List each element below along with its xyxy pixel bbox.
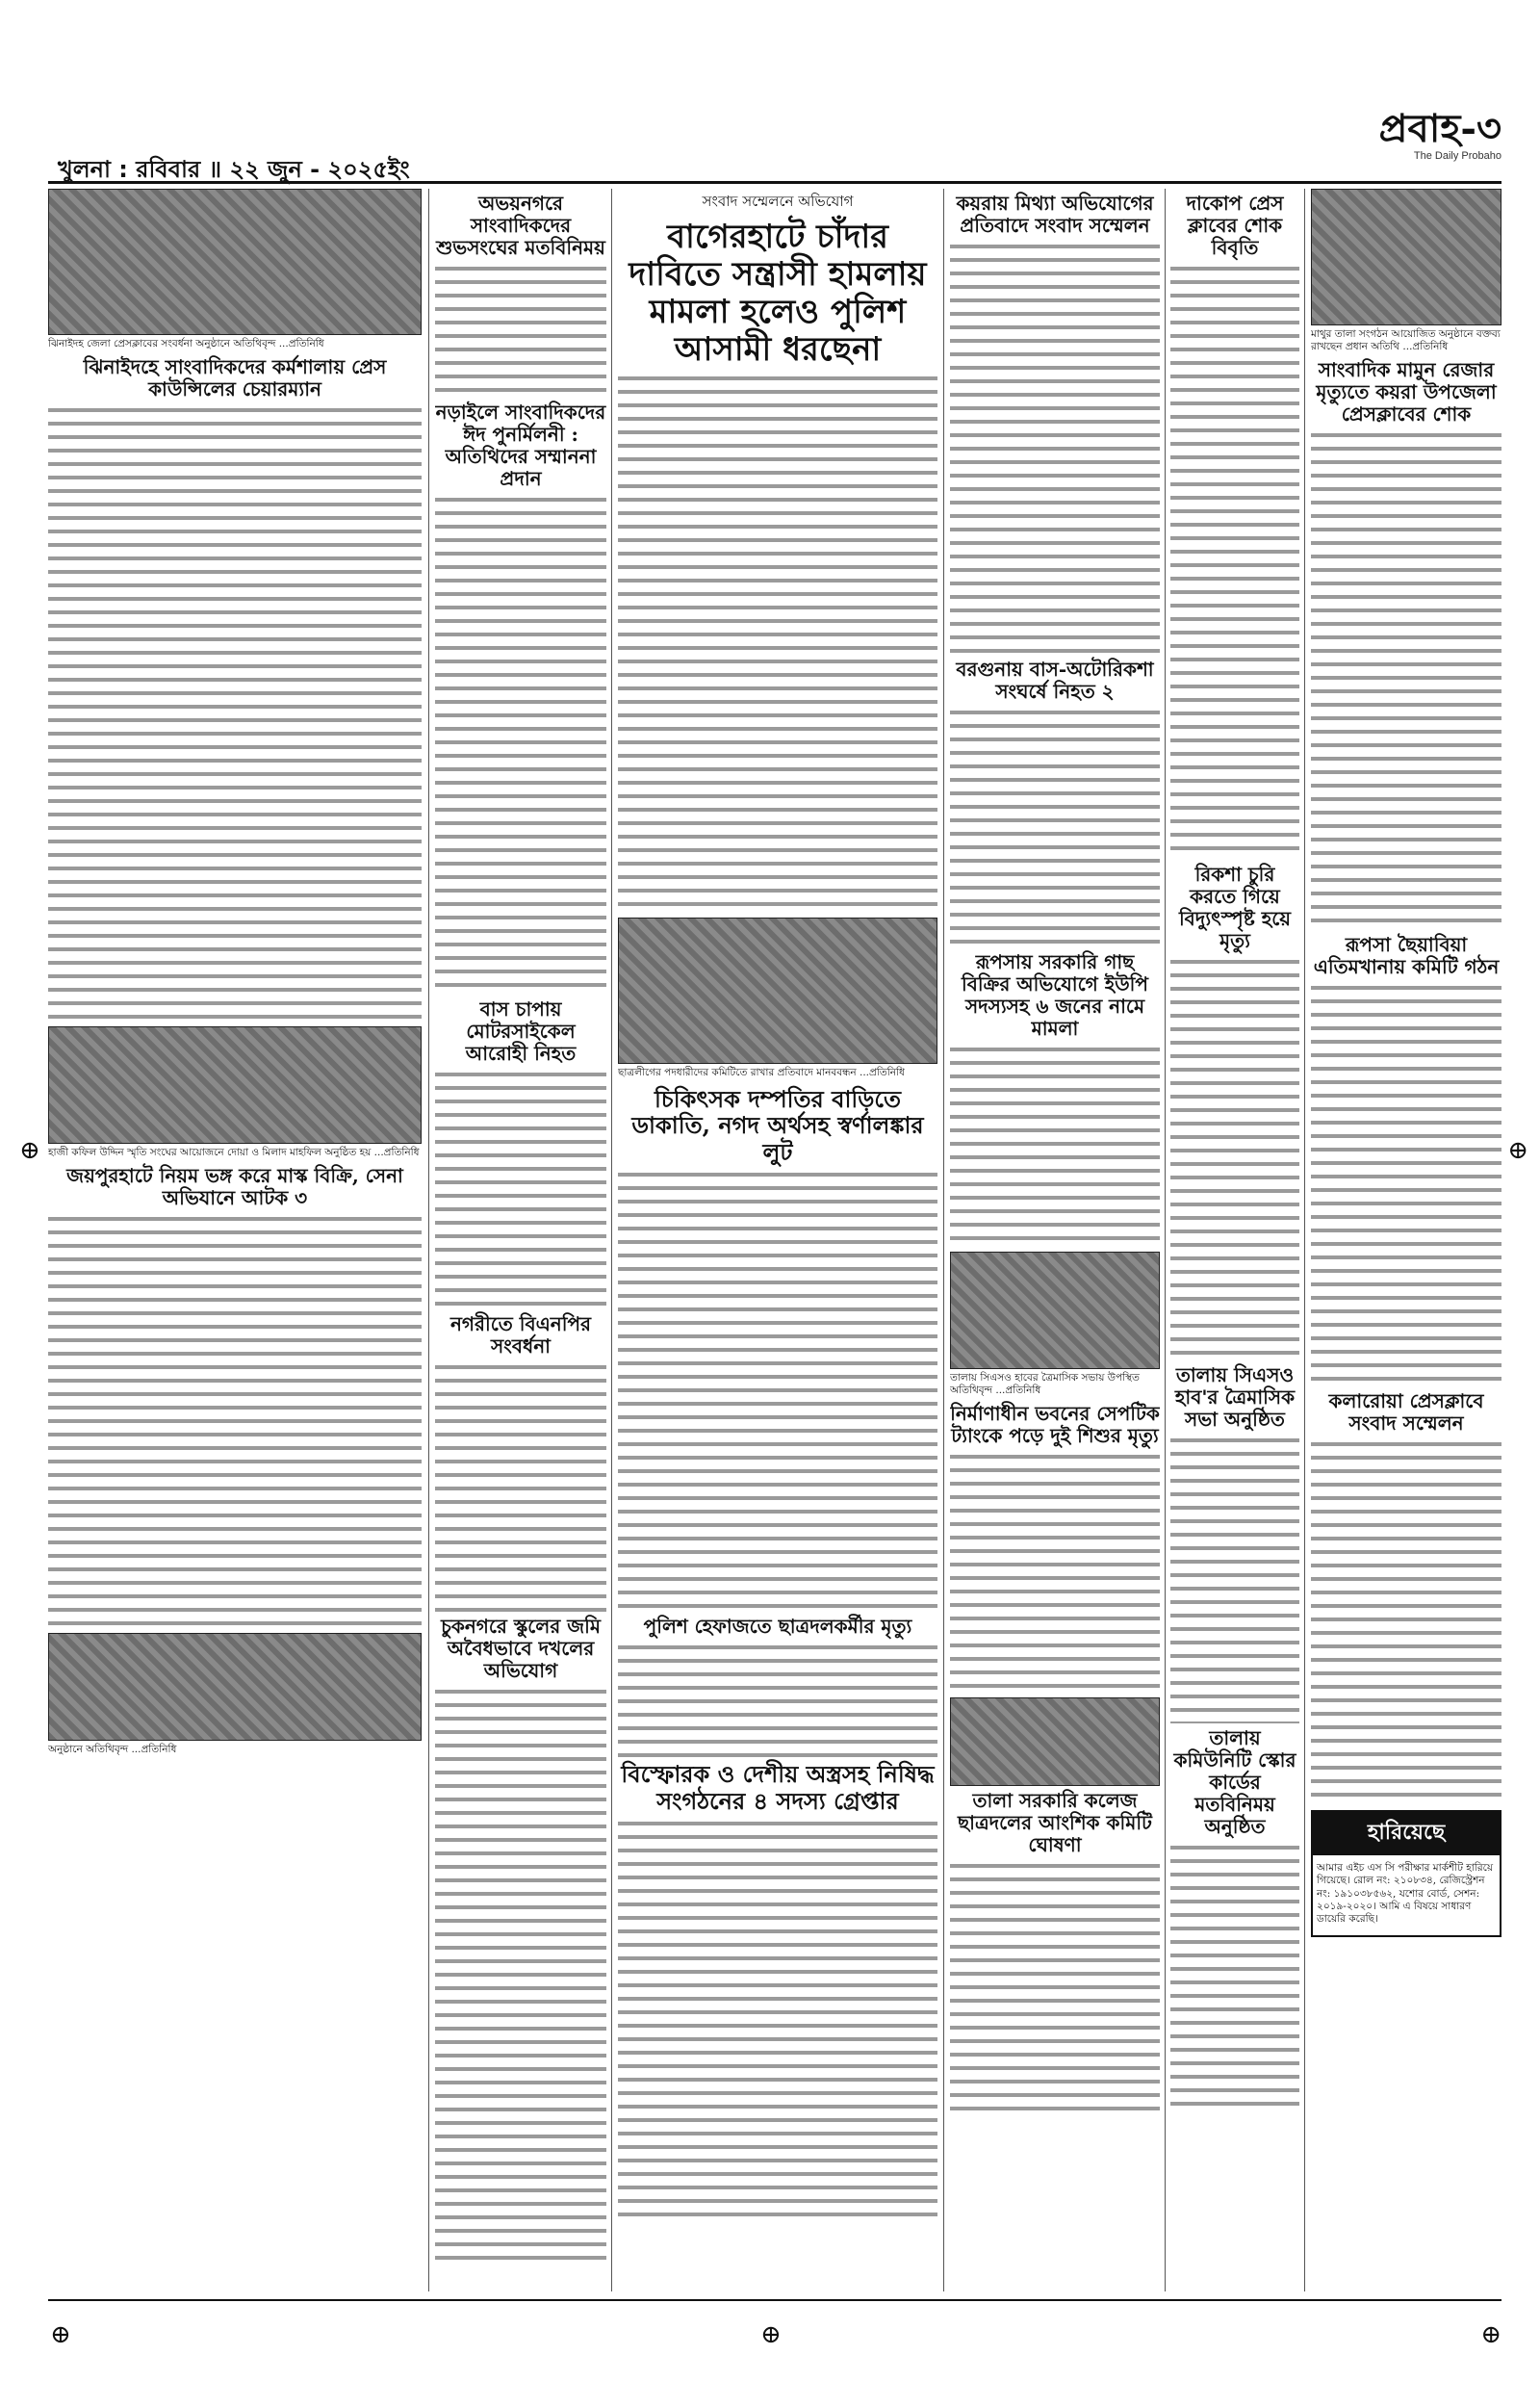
kicker: সংবাদ সম্মেলনে অভিযোগ [702, 193, 854, 210]
lost-notice [1311, 1810, 1502, 1937]
column-rule [611, 189, 612, 2291]
photo-caption: অনুষ্ঠানে অতিথিবৃন্দ ...প্রতিনিধি [48, 1744, 177, 1756]
news-photo [48, 1026, 422, 1144]
article-body [1311, 1438, 1502, 1804]
headline: চুকনগরে স্কুলের জমি অবৈধভাবে দখলের অভিযোগ [441, 1615, 601, 1682]
article-body [950, 1451, 1160, 1692]
lead-headline: বাগেরহাটে চাঁদার দাবিতে সন্ত্রাসী হামলায় মামলা হলেও পুলিশ আসামী ধরছেনা [629, 218, 927, 370]
footer-rule [48, 2299, 1502, 2301]
headline: তালায় কমিউনিটি স্কোর কার্ডের মতবিনিময় অনুষ্ঠিত [1173, 1726, 1296, 1838]
headline: কয়রায় মিথ্যা অভিযোগের প্রতিবাদে সংবাদ সম্মেলন [956, 192, 1154, 237]
column-rule [1165, 189, 1166, 2291]
headline: নির্মাণাধীন ভবনের সেপটিক ট্যাংকে পড়ে দুই শিশুর মৃত্যু [950, 1402, 1160, 1448]
article-body [1170, 1435, 1299, 1723]
photo-caption: ঝিনাইদহ জেলা প্রেসক্লাবের সংবর্ধনা অনুষ্ঠানে অতিথিবৃন্দ ...প্রতিনিধি [48, 338, 324, 349]
article-body [618, 1818, 937, 2222]
article-body [950, 1860, 1160, 2110]
article-body [950, 707, 1160, 947]
photo-caption: তালায় সিএসও হাবের ত্রৈমাসিক সভায় উপস্থিত অতিথিবৃন্দ ...প্রতিনিধি [950, 1372, 1140, 1397]
column-4 [950, 189, 1160, 2291]
news-photo [1311, 189, 1502, 325]
column-1 [48, 189, 422, 2291]
article-body [48, 1213, 422, 1627]
photo-caption: ছাত্রলীগের পদধারীদের কমিটিতে রাখার প্রতিবাদে মানববন্ধন ...প্রতিনিধি [618, 1067, 905, 1079]
article-body [1170, 263, 1299, 860]
headline: রূপসায় সরকারি গাছ বিক্রির অভিযোগে ইউপি সদস্যসহ ৬ জনের নামে মামলা [962, 950, 1148, 1040]
dateline: খুলনা : রবিবার ॥ ২২ জুন - ২০২৫ইং [58, 156, 410, 183]
header-rule [48, 181, 1502, 184]
masthead [1319, 108, 1502, 175]
photo-caption: মাথুর তালা সংগঠন আয়োজিত অনুষ্ঠানে বক্তব্য রাখছেন প্রধান অতিথি ...প্রতিনিধি [1311, 328, 1501, 353]
headline: তালা সরকারি কলেজ ছাত্রদলের আংশিক কমিটি ঘোষণা [958, 1789, 1152, 1857]
headline: সাংবাদিক মামুন রেজার মৃত্যুতে কয়রা উপজেলা প্রেসক্লাবের শোক [1316, 358, 1497, 427]
column-6 [1311, 189, 1502, 2291]
article-body [1170, 956, 1299, 1360]
article-body [435, 1361, 606, 1612]
column-5 [1170, 189, 1299, 2291]
headline: জয়পুরহাটে নিয়ম ভঙ্গ করে মাস্ক বিক্রি, সেনা অভিযানে আটক ৩ [66, 1164, 403, 1210]
headline: বিস্ফোরক ও দেশীয় অস্ত্রসহ নিষিদ্ধ সংগঠনের ৪ সদস্য গ্রেপ্তার [621, 1760, 935, 1815]
headline: রিকশা চুরি করতে গিয়ে বিদ্যুৎস্পৃষ্ট হয়ে মৃত্যু [1178, 863, 1292, 952]
article-body [435, 1069, 606, 1309]
news-photo [48, 189, 422, 335]
headline: নড়াইলে সাংবাদিকদের ঈদ পুনর্মিলনী : অতিথিদের সম্মাননা প্রদান [435, 401, 606, 490]
article-body [950, 1044, 1160, 1246]
brand-name: প্রবাহ-৩ [1378, 106, 1502, 151]
headline: চিকিৎসক দম্পতির বাড়িতে ডাকাতি, নগদ অর্থসহ স্বর্ণালঙ্কার লুট [631, 1084, 924, 1166]
article-body [435, 1686, 606, 2264]
article-body [618, 1169, 937, 1612]
headline: বরগুনায় বাস-অটোরিকশা সংঘর্ষে নিহত ২ [956, 658, 1154, 703]
article-body [1311, 982, 1502, 1386]
news-photo [48, 1633, 422, 1741]
headline: ঝিনাইদহে সাংবাদিকদের কর্মশালায় প্রেস কাউন্সিলের চেয়ারম্যান [83, 355, 387, 401]
column-rule [428, 189, 429, 2291]
registration-mark-icon: ⊕ [50, 2320, 71, 2349]
headline: বাস চাপায় মোটরসাইকেল আরোহী নিহত [465, 997, 577, 1065]
column-rule [943, 189, 944, 2291]
article-body [435, 263, 606, 398]
brand-subtitle: The Daily Probaho [1413, 150, 1502, 162]
headline: রূপসা ছৈয়াবিয়া এতিমখানায় কমিটি গঠন [1313, 933, 1500, 979]
headline: অভয়নগরে সাংবাদিকদের শুভসংঘের মতবিনিময় [436, 192, 605, 259]
headline: কলারোয়া প্রেসক্লাবে সংবাদ সম্মেলন [1328, 1389, 1484, 1436]
article-body [435, 494, 606, 995]
lost-notice-text: আমার এইচ এস সি পরীক্ষার মার্কশীট হারিয়ে গিয়েছে। রোল নং: ২১০৮৩৪, রেজিস্ট্রেশন নং: ১৯১০৩৮৫৬২, যশোর বোর্ড, সেশন: ২০১৯-২০২০। আমি এ বিষয়ে সাধারণ ডায়েরি করেছি। [1317, 1862, 1494, 1925]
article-body [618, 1642, 937, 1757]
article-body [950, 241, 1160, 655]
headline: নগরীতে বিএনপির সংবর্ধনা [449, 1312, 592, 1358]
registration-mark-icon: ⊕ [760, 2320, 782, 2349]
article-body [48, 404, 422, 1021]
headline: দাকোপ প্রেস ক্লাবের শোক বিবৃতি [1186, 192, 1284, 259]
registration-mark-icon: ⊕ [1507, 1136, 1528, 1165]
registration-mark-icon: ⊕ [1480, 2320, 1502, 2349]
article-body [1170, 1842, 1299, 2111]
news-photo [618, 918, 937, 1064]
news-photo [950, 1252, 1160, 1369]
headline: তালায় সিএসও হাব'র ত্রৈমাসিক সভা অনুষ্ঠিত [1174, 1363, 1296, 1431]
column-rule [1304, 189, 1305, 2291]
article-body [1311, 429, 1502, 930]
column-3 [618, 189, 937, 2291]
article-body [618, 373, 937, 912]
photo-caption: হাজী কফিল উদ্দিন স্মৃতি সংঘের আয়োজনে দোয়া ও মিলাদ মাহফিল অনুষ্ঠিত হয় ...প্রতিনিধি [48, 1147, 420, 1159]
column-2 [435, 189, 606, 2291]
news-photo [950, 1697, 1160, 1786]
headline: পুলিশ হেফাজতে ছাত্রদলকর্মীর মৃত্যু [643, 1615, 912, 1639]
registration-mark-icon: ⊕ [19, 1136, 40, 1165]
lost-notice-title: হারিয়েছে [1313, 1812, 1500, 1855]
